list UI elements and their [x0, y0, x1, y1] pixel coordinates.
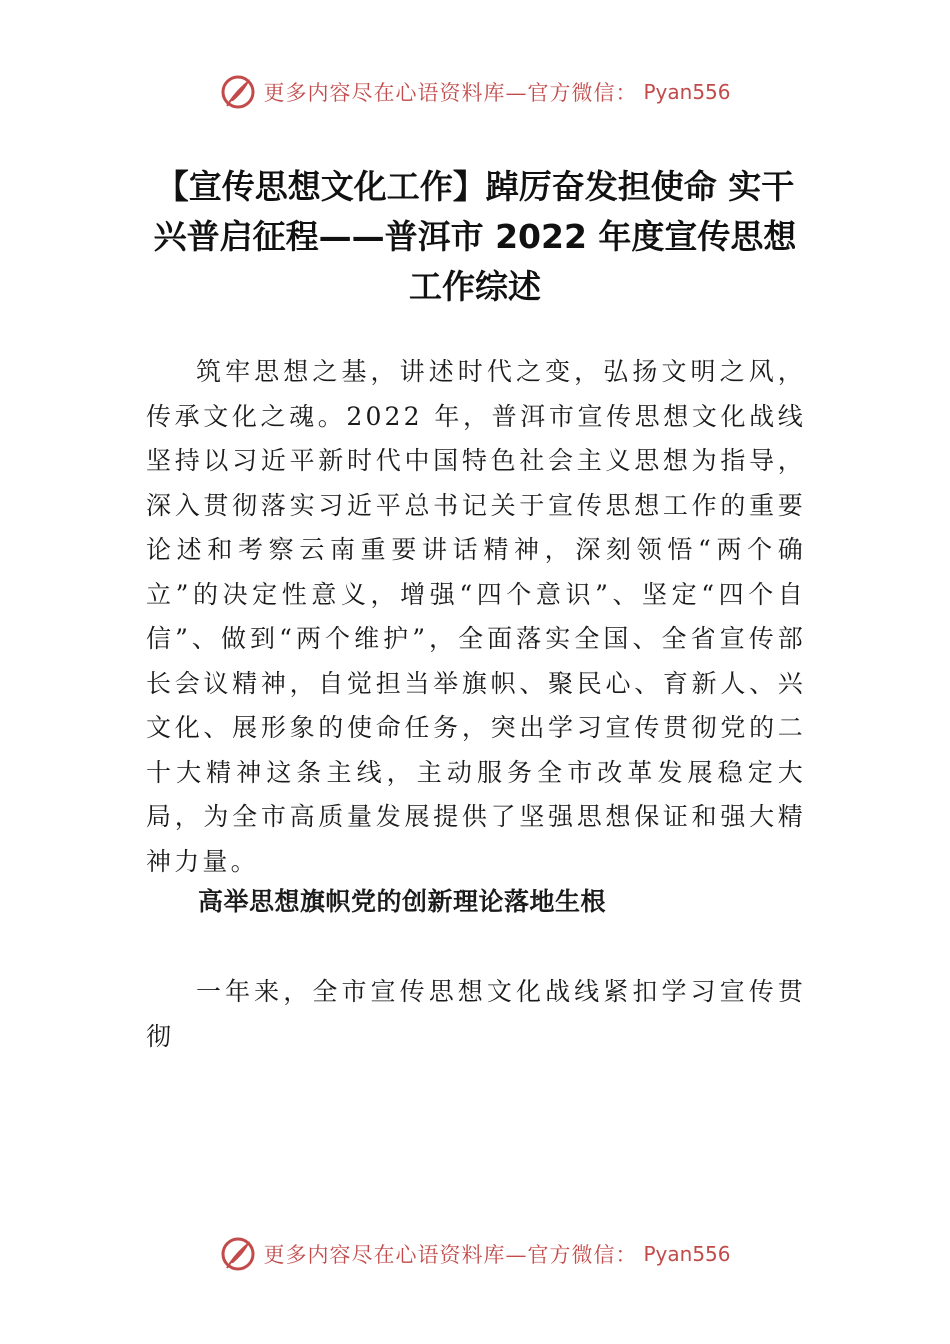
footer-banner-text: 更多内容尽在心语资料库—官方微信： [263, 1243, 638, 1267]
quill-seal-icon [219, 73, 257, 111]
intro-paragraph: 筑牢思想之基，讲述时代之变，弘扬文明之风，传承文化之魂。2022 年，普洱市宣传思想文化战线坚持以习近平新时代中国特色社会主义思想为指导，深入贯彻落实习近平总书记关于宣传思想工作的重要论述和考察云南重要讲话精神，深刻领悟“两个确立”的决定性意义，增强“四个意识”、坚定“四个自信”、做到“两个维护”，全面落实全国、全省宣传部长会议精神，自觉担当举旗帜、聚民心、育新人、兴文化、展形象的使命任务，突出学习宣传贯彻党的二十大精神这条主线，主动服务全市改革发展稳定大局，为全市高质量发展提供了坚强思想保证和强大精神力量。 [146, 357, 806, 876]
footer-banner [0, 1232, 950, 1276]
document-title: 【宣传思想文化工作】踔厉奋发担使命 实干兴普启征程——普洱市 2022 年度宣传思想工作综述 [153, 167, 797, 306]
section-paragraph: 一年来，全市宣传思想文化战线紧扣学习宣传贯彻 [146, 977, 806, 1051]
section-heading: 高举思想旗帜党的创新理论落地生根 [198, 887, 607, 916]
footer-banner-contact: Pyan556 [643, 1242, 731, 1266]
header-banner-text: 更多内容尽在心语资料库—官方微信： [263, 81, 638, 105]
header-banner [0, 70, 950, 114]
header-banner-contact: Pyan556 [643, 80, 731, 104]
quill-seal-icon [219, 1235, 257, 1273]
